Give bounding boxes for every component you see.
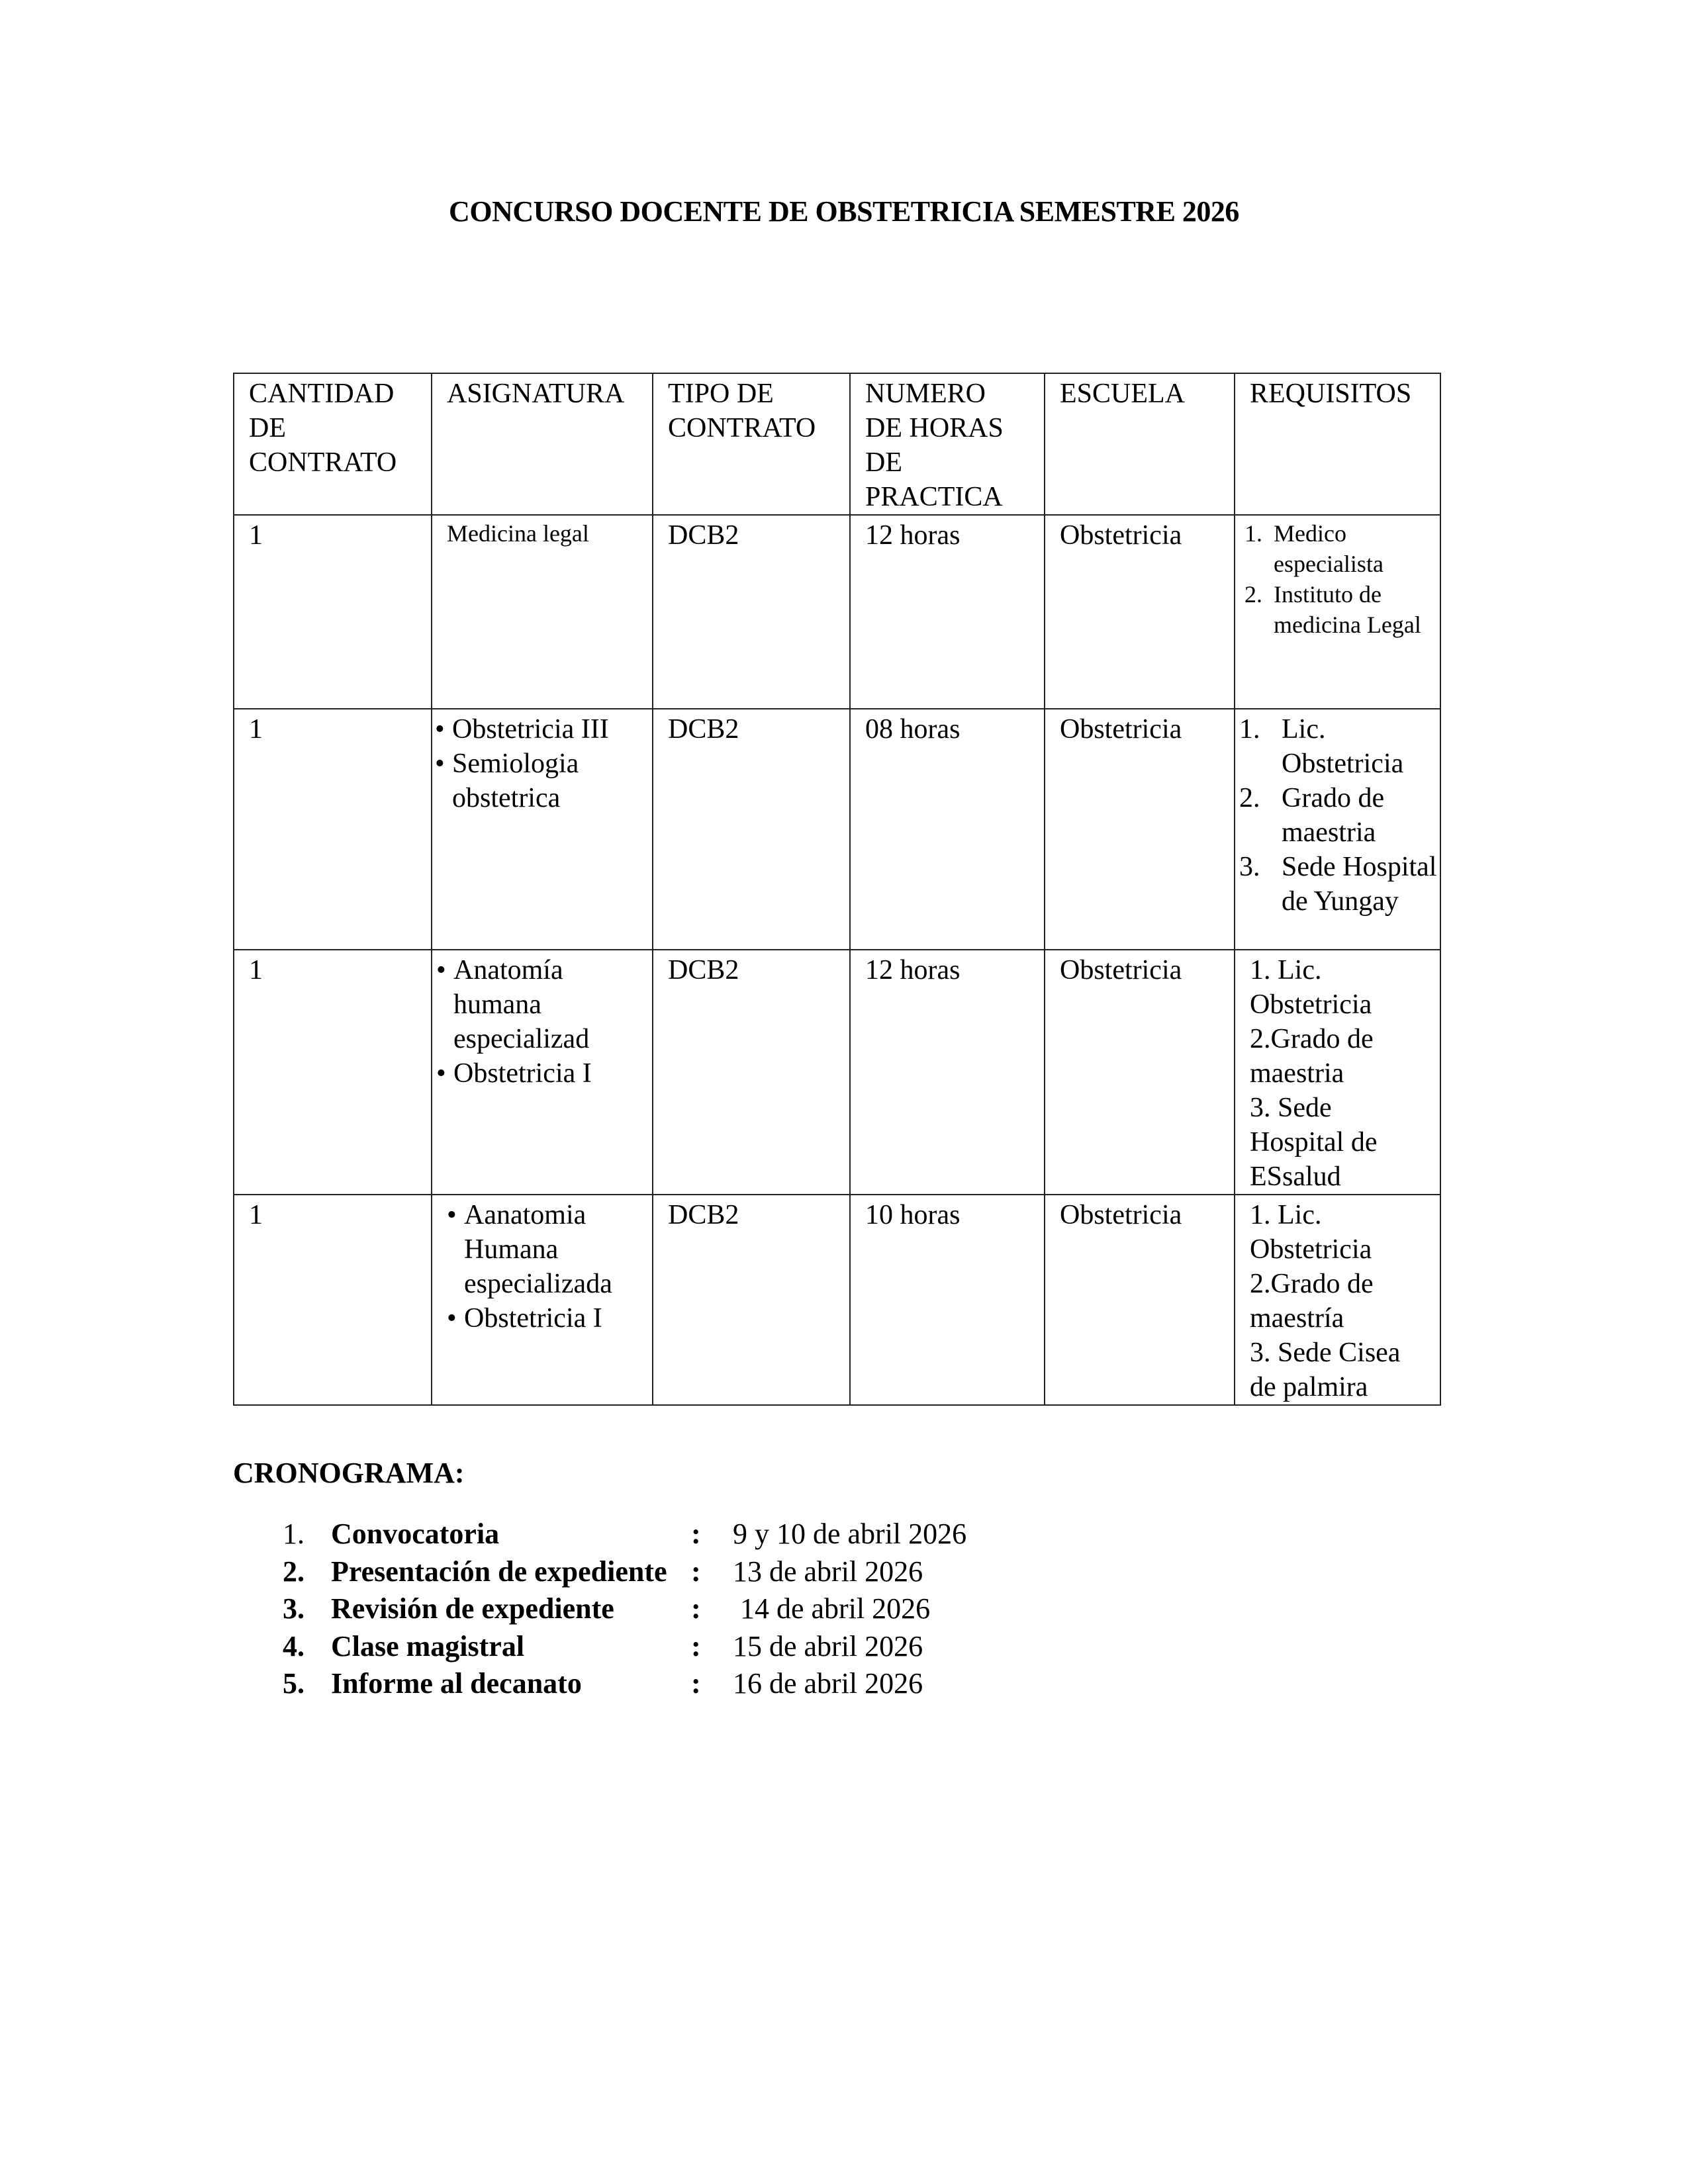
cell-horas: 12 horas (850, 515, 1045, 709)
requirements-text: 1. Lic. Obstetricia 2.Grado de maestria 3. Sede Hospital de ESsalud (1250, 955, 1378, 1192)
cell-tipo: DCB2 (653, 950, 850, 1195)
subject-item: • Anatomía humana especializad (436, 953, 652, 1056)
header-cantidad: CANTIDAD DE CONTRATO (234, 373, 432, 515)
cell-escuela: Obstetricia (1045, 1195, 1235, 1405)
cell-asignatura (432, 1195, 653, 1405)
requirement-item: 1. Medico especialista (1244, 520, 1383, 577)
cell-tipo: DCB2 (653, 515, 850, 709)
cell-cantidad: 1 (234, 950, 432, 1195)
cell-cantidad: 1 (234, 709, 432, 950)
document-title: CONCURSO DOCENTE DE OBSTETRICIA SEMESTRE 2026 (449, 195, 1239, 228)
table-header-row (234, 373, 1440, 515)
positions-table (233, 373, 1441, 1406)
cell-escuela: Obstetricia (1045, 709, 1235, 950)
requirement-item: 2. Grado de maestria (1239, 783, 1385, 848)
table-row (234, 950, 1440, 1195)
requirements-list (1239, 712, 1440, 919)
requirement-item: 1. Lic. Obstetricia (1239, 714, 1404, 779)
cell-tipo: DCB2 (653, 1195, 850, 1405)
header-tipo: TIPO DE CONTRATO (653, 373, 850, 515)
cell-asignatura: Medicina legal (432, 515, 653, 709)
requirements-text: 1. Lic. Obstetricia 2.Grado de maestría 3. Sede Cisea de palmira (1250, 1200, 1401, 1402)
table-row (234, 1195, 1440, 1405)
requirements-list (1244, 518, 1440, 640)
requirement-item: 2. Instituto de medicina Legal (1244, 581, 1421, 638)
cell-requisitos (1235, 1195, 1440, 1405)
subjects-list (435, 712, 652, 815)
cronograma-title: CRONOGRAMA: (233, 1457, 465, 1489)
header-requisitos: REQUISITOS (1235, 373, 1440, 515)
cell-asignatura (432, 709, 653, 950)
subject-item: • Obstetricia I (447, 1301, 652, 1336)
header-escuela: ESCUELA (1045, 373, 1235, 515)
requirement-item: 3. Sede Hospital de Yungay (1239, 852, 1437, 917)
cell-requisitos (1235, 515, 1440, 709)
table-row (234, 709, 1440, 950)
cell-requisitos (1235, 950, 1440, 1195)
table-row (234, 515, 1440, 709)
cell-tipo: DCB2 (653, 709, 850, 950)
cell-requisitos (1235, 709, 1440, 950)
subject-item: • Aanatomia Humana especializada (447, 1198, 652, 1301)
cell-horas: 10 horas (850, 1195, 1045, 1405)
cell-escuela: Obstetricia (1045, 515, 1235, 709)
cell-cantidad: 1 (234, 1195, 432, 1405)
cell-escuela: Obstetricia (1045, 950, 1235, 1195)
cell-horas: 08 horas (850, 709, 1045, 950)
cell-horas: 12 horas (850, 950, 1045, 1195)
cell-asignatura (432, 950, 653, 1195)
header-asignatura: ASIGNATURA (432, 373, 653, 515)
subjects-list (436, 953, 652, 1091)
subjects-list (447, 1198, 652, 1336)
header-horas: NUMERO DE HORAS DE PRACTICA (850, 373, 1045, 515)
cell-cantidad: 1 (234, 515, 432, 709)
subject-item: • Semiologia obstetrica (435, 747, 652, 815)
subject-item: • Obstetricia I (436, 1056, 652, 1091)
subject-item: • Obstetricia III (435, 712, 652, 747)
